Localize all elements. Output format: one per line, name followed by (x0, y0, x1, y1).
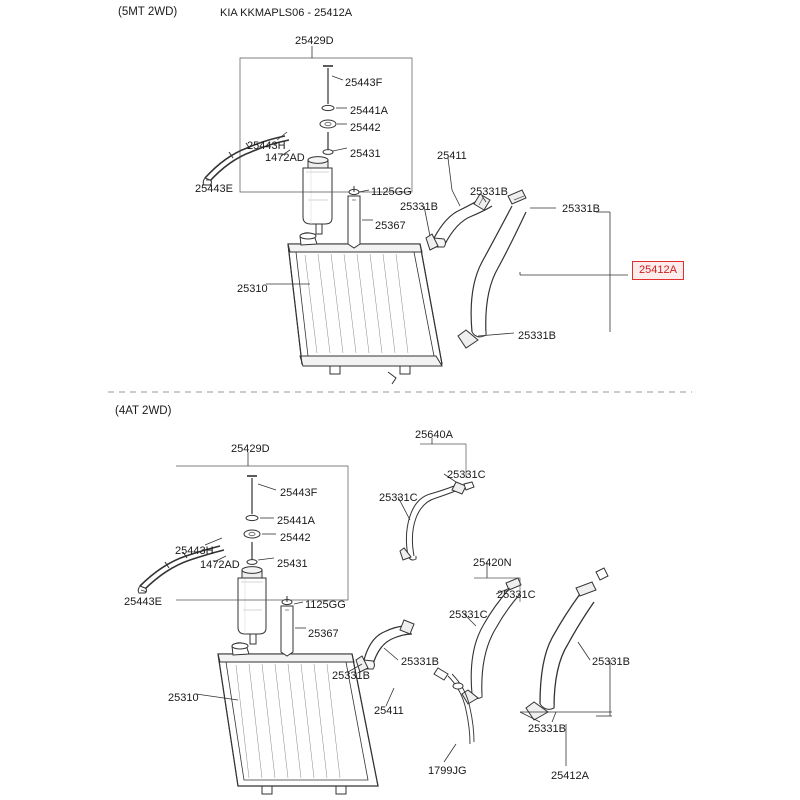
part-label-25443h-4: 25443H (247, 140, 286, 152)
part-label-25331b-20: 25331B (528, 723, 566, 735)
part-label-25429d-0: 25429D (231, 443, 270, 455)
part-label-25640a-1: 25640A (415, 429, 453, 441)
part-label-25310-21: 25310 (168, 692, 199, 704)
diagram-title: KIA KKMAPLS06 - 25412A (220, 7, 353, 19)
part-label-25443f-4: 25443F (280, 487, 318, 499)
part-label-25331c-15: 25331C (449, 609, 488, 621)
part-label-25331b-13: 25331B (562, 203, 600, 215)
part-label-25443h-7: 25443H (175, 545, 214, 557)
part-label-25331b-17: 25331B (592, 656, 630, 668)
part-label-25412a-23: 25412A (551, 770, 589, 782)
part-label-1125gg-11: 1125GG (305, 599, 346, 611)
part-label-1125gg-8: 1125GG (371, 186, 412, 198)
part-label-25331b-12: 25331B (400, 201, 438, 213)
part-label-1472ad-8: 1472AD (200, 559, 240, 571)
part-label-1799jg-22: 1799JG (428, 765, 467, 777)
part-label-25367-9: 25367 (375, 220, 406, 232)
part-label-25441a-5: 25441A (277, 515, 315, 527)
part-label-25443f-1: 25443F (345, 77, 383, 89)
part-label-25331b-15: 25331B (518, 330, 556, 342)
part-label-25442-6: 25442 (280, 532, 311, 544)
part-label-1472ad-5: 1472AD (265, 152, 305, 164)
part-label-25443e-7: 25443E (195, 183, 233, 195)
part-label-25367-12: 25367 (308, 628, 339, 640)
part-label-25331b-16: 25331B (401, 656, 439, 668)
part-label-25411-10: 25411 (437, 150, 467, 162)
part-label-25331c-14: 25331C (497, 589, 536, 601)
part-label-25331b-18: 25331B (332, 670, 370, 682)
part-label-25441a-2: 25441A (350, 105, 388, 117)
part-label-25411-19: 25411 (374, 705, 404, 717)
part-label-25431-6: 25431 (350, 148, 381, 160)
part-label-25310-14: 25310 (237, 283, 268, 295)
part-label-25331c-3: 25331C (379, 492, 418, 504)
part-label-25331c-2: 25331C (447, 469, 486, 481)
part-label-25420n-13: 25420N (473, 557, 512, 569)
highlighted-part-25412A[interactable]: 25412A (632, 261, 684, 280)
part-label-25331b-11: 25331B (470, 186, 508, 198)
section-label-4at: (4AT 2WD) (115, 405, 172, 417)
part-label-25443e-10: 25443E (124, 596, 162, 608)
part-label-25431-9: 25431 (277, 558, 308, 570)
section-label-5mt: (5MT 2WD) (118, 6, 178, 18)
part-label-25429d-0: 25429D (295, 35, 334, 47)
part-label-25442-3: 25442 (350, 122, 381, 134)
